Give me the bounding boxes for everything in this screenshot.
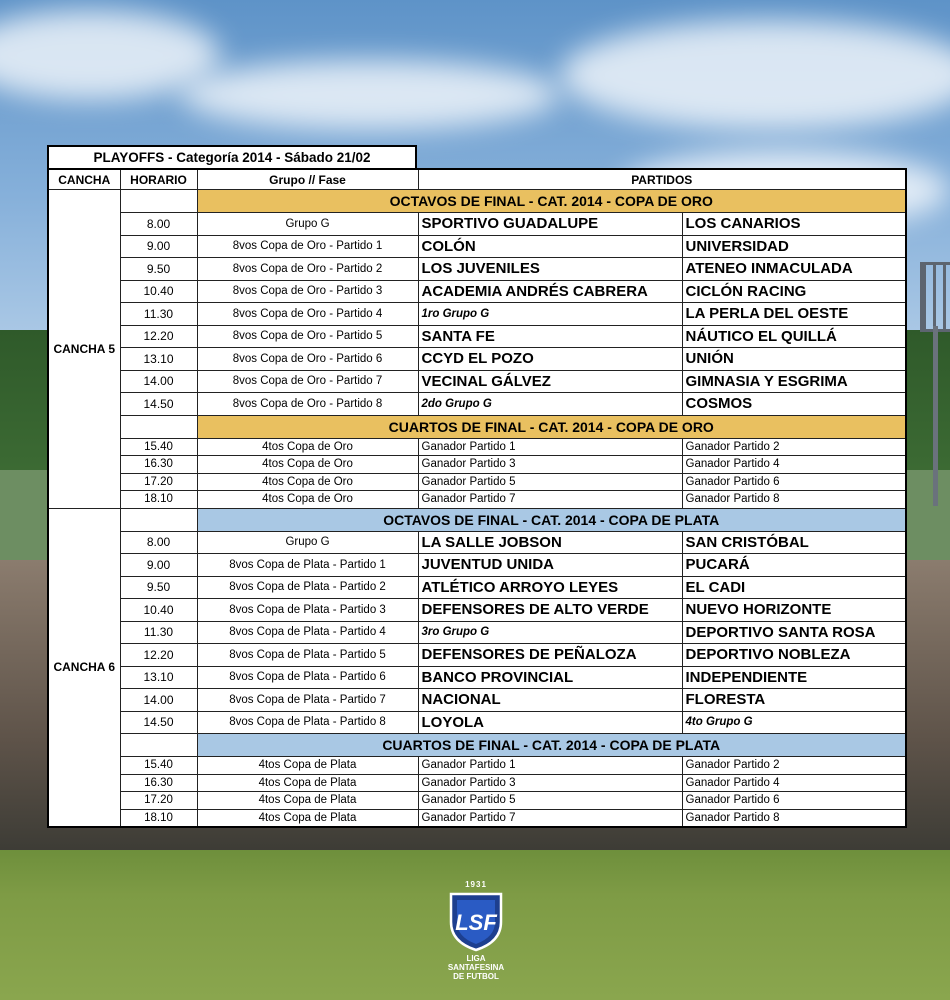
match-time: 18.10: [120, 491, 197, 509]
away-team: COSMOS: [682, 393, 906, 416]
header-cancha: CANCHA: [48, 169, 120, 190]
match-row: [48, 213, 906, 236]
match-phase: 4tos Copa de Oro: [197, 438, 418, 456]
section-banner: CUARTOS DE FINAL - CAT. 2014 - COPA DE PLATA: [197, 734, 906, 757]
match-time: 8.00: [120, 213, 197, 236]
section-row: [48, 734, 906, 757]
match-time: 16.30: [120, 774, 197, 792]
away-team: Ganador Partido 4: [682, 456, 906, 474]
away-team: SAN CRISTÓBAL: [682, 531, 906, 554]
match-time: 16.30: [120, 456, 197, 474]
match-phase: 4tos Copa de Plata: [197, 809, 418, 827]
match-time: 15.40: [120, 438, 197, 456]
home-team: Ganador Partido 1: [418, 757, 682, 775]
header-horario: HORARIO: [120, 169, 197, 190]
away-team: ATENEO INMACULADA: [682, 258, 906, 281]
match-time: 9.00: [120, 235, 197, 258]
match-phase: Grupo G: [197, 213, 418, 236]
section-row: [48, 415, 906, 438]
match-row: [48, 689, 906, 712]
match-row: [48, 531, 906, 554]
section-banner: CUARTOS DE FINAL - CAT. 2014 - COPA DE ORO: [197, 415, 906, 438]
match-time: 9.00: [120, 554, 197, 577]
match-phase: 8vos Copa de Oro - Partido 5: [197, 325, 418, 348]
logo-name: [443, 954, 509, 981]
match-phase: 8vos Copa de Plata - Partido 3: [197, 599, 418, 622]
header-partidos: PARTIDOS: [418, 169, 906, 190]
match-row: [48, 456, 906, 474]
match-time: 15.40: [120, 757, 197, 775]
floodlight: [920, 262, 950, 332]
match-phase: 8vos Copa de Plata - Partido 6: [197, 666, 418, 689]
away-team: UNIÓN: [682, 348, 906, 371]
match-phase: 4tos Copa de Plata: [197, 792, 418, 810]
match-row: [48, 599, 906, 622]
away-team: LA PERLA DEL OESTE: [682, 303, 906, 326]
away-team: FLORESTA: [682, 689, 906, 712]
home-team: SANTA FE: [418, 325, 682, 348]
away-team: Ganador Partido 8: [682, 809, 906, 827]
home-team: Ganador Partido 7: [418, 809, 682, 827]
match-time: 18.10: [120, 809, 197, 827]
empty-cell: [120, 415, 197, 438]
match-time: 14.00: [120, 370, 197, 393]
home-team: Ganador Partido 5: [418, 473, 682, 491]
home-team: 2do Grupo G: [418, 393, 682, 416]
away-team: Ganador Partido 8: [682, 491, 906, 509]
match-phase: 8vos Copa de Plata - Partido 4: [197, 621, 418, 644]
match-phase: 8vos Copa de Oro - Partido 1: [197, 235, 418, 258]
match-phase: 4tos Copa de Plata: [197, 774, 418, 792]
away-team: Ganador Partido 2: [682, 438, 906, 456]
home-team: Ganador Partido 1: [418, 438, 682, 456]
match-time: 10.40: [120, 280, 197, 303]
home-team: COLÓN: [418, 235, 682, 258]
match-phase: 8vos Copa de Oro - Partido 7: [197, 370, 418, 393]
home-team: NACIONAL: [418, 689, 682, 712]
away-team: Ganador Partido 2: [682, 757, 906, 775]
home-team: DEFENSORES DE PEÑALOZA: [418, 644, 682, 667]
home-team: CCYD EL POZO: [418, 348, 682, 371]
match-row: [48, 393, 906, 416]
home-team: LOS JUVENILES: [418, 258, 682, 281]
empty-cell: [120, 190, 197, 213]
match-phase: 8vos Copa de Plata - Partido 2: [197, 576, 418, 599]
schedule-table: [47, 168, 907, 828]
header-row: [48, 169, 906, 190]
section-banner: OCTAVOS DE FINAL - CAT. 2014 - COPA DE PLATA: [197, 508, 906, 531]
away-team: Ganador Partido 6: [682, 473, 906, 491]
away-team: Ganador Partido 4: [682, 774, 906, 792]
away-team: NUEVO HORIZONTE: [682, 599, 906, 622]
cancha-label: CANCHA 6: [48, 508, 120, 827]
match-row: [48, 258, 906, 281]
match-time: 11.30: [120, 303, 197, 326]
match-phase: 8vos Copa de Plata - Partido 7: [197, 689, 418, 712]
match-row: [48, 370, 906, 393]
away-team: CICLÓN RACING: [682, 280, 906, 303]
cloud: [180, 60, 560, 130]
home-team: ACADEMIA ANDRÉS CABRERA: [418, 280, 682, 303]
match-phase: 4tos Copa de Oro: [197, 456, 418, 474]
svg-text:LSF: LSF: [455, 910, 497, 935]
match-row: [48, 303, 906, 326]
home-team: DEFENSORES DE ALTO VERDE: [418, 599, 682, 622]
empty-cell: [120, 508, 197, 531]
logo-letters: [447, 892, 505, 952]
match-phase: 8vos Copa de Oro - Partido 4: [197, 303, 418, 326]
match-row: [48, 666, 906, 689]
match-phase: 4tos Copa de Oro: [197, 491, 418, 509]
match-row: [48, 280, 906, 303]
logo-year: 1931: [465, 880, 487, 889]
away-team: LOS CANARIOS: [682, 213, 906, 236]
match-phase: 4tos Copa de Oro: [197, 473, 418, 491]
home-team: LA SALLE JOBSON: [418, 531, 682, 554]
match-row: [48, 473, 906, 491]
match-row: [48, 757, 906, 775]
home-team: 3ro Grupo G: [418, 621, 682, 644]
match-phase: 8vos Copa de Oro - Partido 8: [197, 393, 418, 416]
home-team: Ganador Partido 3: [418, 456, 682, 474]
away-team: UNIVERSIDAD: [682, 235, 906, 258]
home-team: LOYOLA: [418, 711, 682, 734]
match-time: 9.50: [120, 258, 197, 281]
schedule-title: PLAYOFFS - Categoría 2014 - Sábado 21/02: [47, 145, 417, 170]
section-row: [48, 190, 906, 213]
match-time: 14.00: [120, 689, 197, 712]
match-row: [48, 774, 906, 792]
match-phase: 8vos Copa de Plata - Partido 8: [197, 711, 418, 734]
match-phase: 8vos Copa de Oro - Partido 6: [197, 348, 418, 371]
match-time: 8.00: [120, 531, 197, 554]
match-time: 17.20: [120, 792, 197, 810]
match-row: [48, 438, 906, 456]
match-time: 9.50: [120, 576, 197, 599]
match-time: 14.50: [120, 393, 197, 416]
match-time: 12.20: [120, 325, 197, 348]
section-row: [48, 508, 906, 531]
home-team: 1ro Grupo G: [418, 303, 682, 326]
match-row: [48, 809, 906, 827]
match-row: [48, 554, 906, 577]
match-time: 10.40: [120, 599, 197, 622]
match-time: 17.20: [120, 473, 197, 491]
match-row: [48, 235, 906, 258]
away-team: DEPORTIVO SANTA ROSA: [682, 621, 906, 644]
logo-name-line1: LIGA SANTAFESINA: [447, 954, 505, 972]
home-team: VECINAL GÁLVEZ: [418, 370, 682, 393]
match-row: [48, 644, 906, 667]
match-time: 12.20: [120, 644, 197, 667]
match-phase: 8vos Copa de Oro - Partido 3: [197, 280, 418, 303]
floodlight-pole: [933, 326, 938, 506]
match-phase: 8vos Copa de Oro - Partido 2: [197, 258, 418, 281]
home-team: SPORTIVO GUADALUPE: [418, 213, 682, 236]
away-team: Ganador Partido 6: [682, 792, 906, 810]
away-team: GIMNASIA Y ESGRIMA: [682, 370, 906, 393]
match-row: [48, 348, 906, 371]
match-phase: 8vos Copa de Plata - Partido 1: [197, 554, 418, 577]
empty-cell: [120, 734, 197, 757]
home-team: JUVENTUD UNIDA: [418, 554, 682, 577]
match-time: 11.30: [120, 621, 197, 644]
away-team: 4to Grupo G: [682, 711, 906, 734]
match-row: [48, 711, 906, 734]
league-logo: [443, 880, 509, 990]
away-team: PUCARÁ: [682, 554, 906, 577]
logo-name-line2: DE FUTBOL: [453, 972, 499, 981]
match-row: [48, 792, 906, 810]
match-phase: 8vos Copa de Plata - Partido 5: [197, 644, 418, 667]
home-team: BANCO PROVINCIAL: [418, 666, 682, 689]
match-time: 13.10: [120, 348, 197, 371]
header-fase: Grupo // Fase: [197, 169, 418, 190]
match-phase: 4tos Copa de Plata: [197, 757, 418, 775]
match-row: [48, 325, 906, 348]
match-row: [48, 621, 906, 644]
away-team: EL CADI: [682, 576, 906, 599]
home-team: Ganador Partido 7: [418, 491, 682, 509]
cancha-label: CANCHA 5: [48, 190, 120, 509]
away-team: INDEPENDIENTE: [682, 666, 906, 689]
home-team: Ganador Partido 5: [418, 792, 682, 810]
away-team: NÁUTICO EL QUILLÁ: [682, 325, 906, 348]
match-phase: Grupo G: [197, 531, 418, 554]
match-time: 14.50: [120, 711, 197, 734]
match-row: [48, 576, 906, 599]
away-team: DEPORTIVO NOBLEZA: [682, 644, 906, 667]
home-team: Ganador Partido 3: [418, 774, 682, 792]
match-time: 13.10: [120, 666, 197, 689]
home-team: ATLÉTICO ARROYO LEYES: [418, 576, 682, 599]
section-banner: OCTAVOS DE FINAL - CAT. 2014 - COPA DE ORO: [197, 190, 906, 213]
match-row: [48, 491, 906, 509]
